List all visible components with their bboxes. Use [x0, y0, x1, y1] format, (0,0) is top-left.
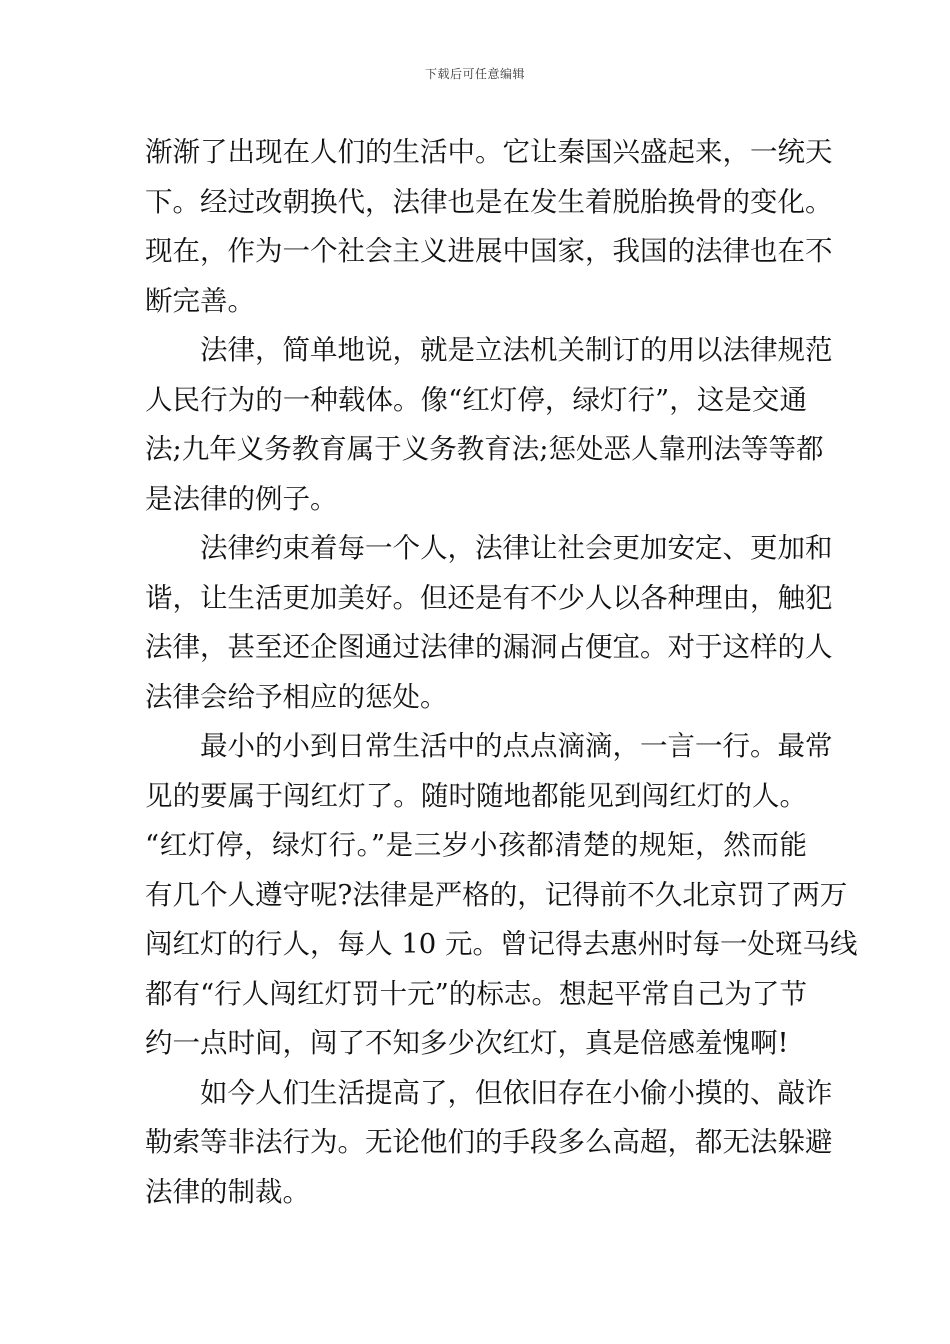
text-line: 下。经过改朝换代，法律也是在发生着脱胎换骨的变化。 — [145, 185, 833, 218]
text-line: 法律会给予相应的惩处。 — [145, 680, 448, 713]
text-line: 法律，甚至还企图通过法律的漏洞占便宜。对于这样的人 — [145, 631, 833, 663]
paragraph — [145, 128, 833, 326]
text-line: 谐，让生活更加美好。但还是有不少人以各种理由，触犯 — [145, 581, 833, 614]
text-line: 最小的小到日常生活中的点点滴滴，一言一行。最常 — [200, 730, 833, 762]
paragraph — [145, 722, 858, 1069]
text-line: 约一点时间，闯了不知多少次红灯，真是倍感羞愧啊! — [145, 1027, 789, 1059]
text-line: 法律约束着每一个人，法律让社会更加安定、更加和 — [200, 532, 833, 564]
document-body — [145, 128, 858, 1217]
text-line: 见的要属于闯红灯了。随时随地都能见到闯红灯的人。 — [145, 779, 807, 812]
text-line: 勒索等非法行为。无论他们的手段多么高超，都无法躲避 — [145, 1126, 833, 1158]
paragraph — [145, 524, 833, 722]
page-header-note: 下载后可任意编辑 — [424, 67, 525, 81]
text-line: 是法律的例子。 — [145, 482, 338, 515]
text-line: 现在，作为一个社会主义进展中国家，我国的法律也在不 — [145, 235, 833, 267]
text-line: 如今人们生活提高了，但依旧存在小偷小摸的、敲诈 — [200, 1076, 833, 1109]
text-line: 法;九年义务教育属于义务教育法;惩处恶人靠刑法等等都 — [145, 433, 824, 465]
text-line: 法律的制裁。 — [145, 1175, 310, 1208]
paragraph — [145, 326, 833, 524]
text-line: 有几个人遵守呢?法律是严格的，记得前不久北京罚了两万 — [145, 878, 848, 911]
text-line: 断完善。 — [145, 284, 255, 317]
text-line: 人民行为的一种载体。像“红灯停，绿灯行”，这是交通 — [145, 383, 807, 416]
paragraph — [145, 1069, 833, 1218]
text-line: 渐渐了出现在人们的生活中。它让秦国兴盛起来，一统天 — [145, 136, 833, 168]
text-line: 闯红灯的行人，每人 10 元。曾记得去惠州时每一处斑马线 — [145, 928, 858, 960]
text-line: “红灯停，绿灯行。”是三岁小孩都清楚的规矩，然而能 — [145, 829, 807, 861]
text-line: 法律，简单地说，就是立法机关制订的用以法律规范 — [200, 334, 833, 366]
text-line: 都有“行人闯红灯罚十元”的标志。想起平常自己为了节 — [145, 977, 807, 1010]
